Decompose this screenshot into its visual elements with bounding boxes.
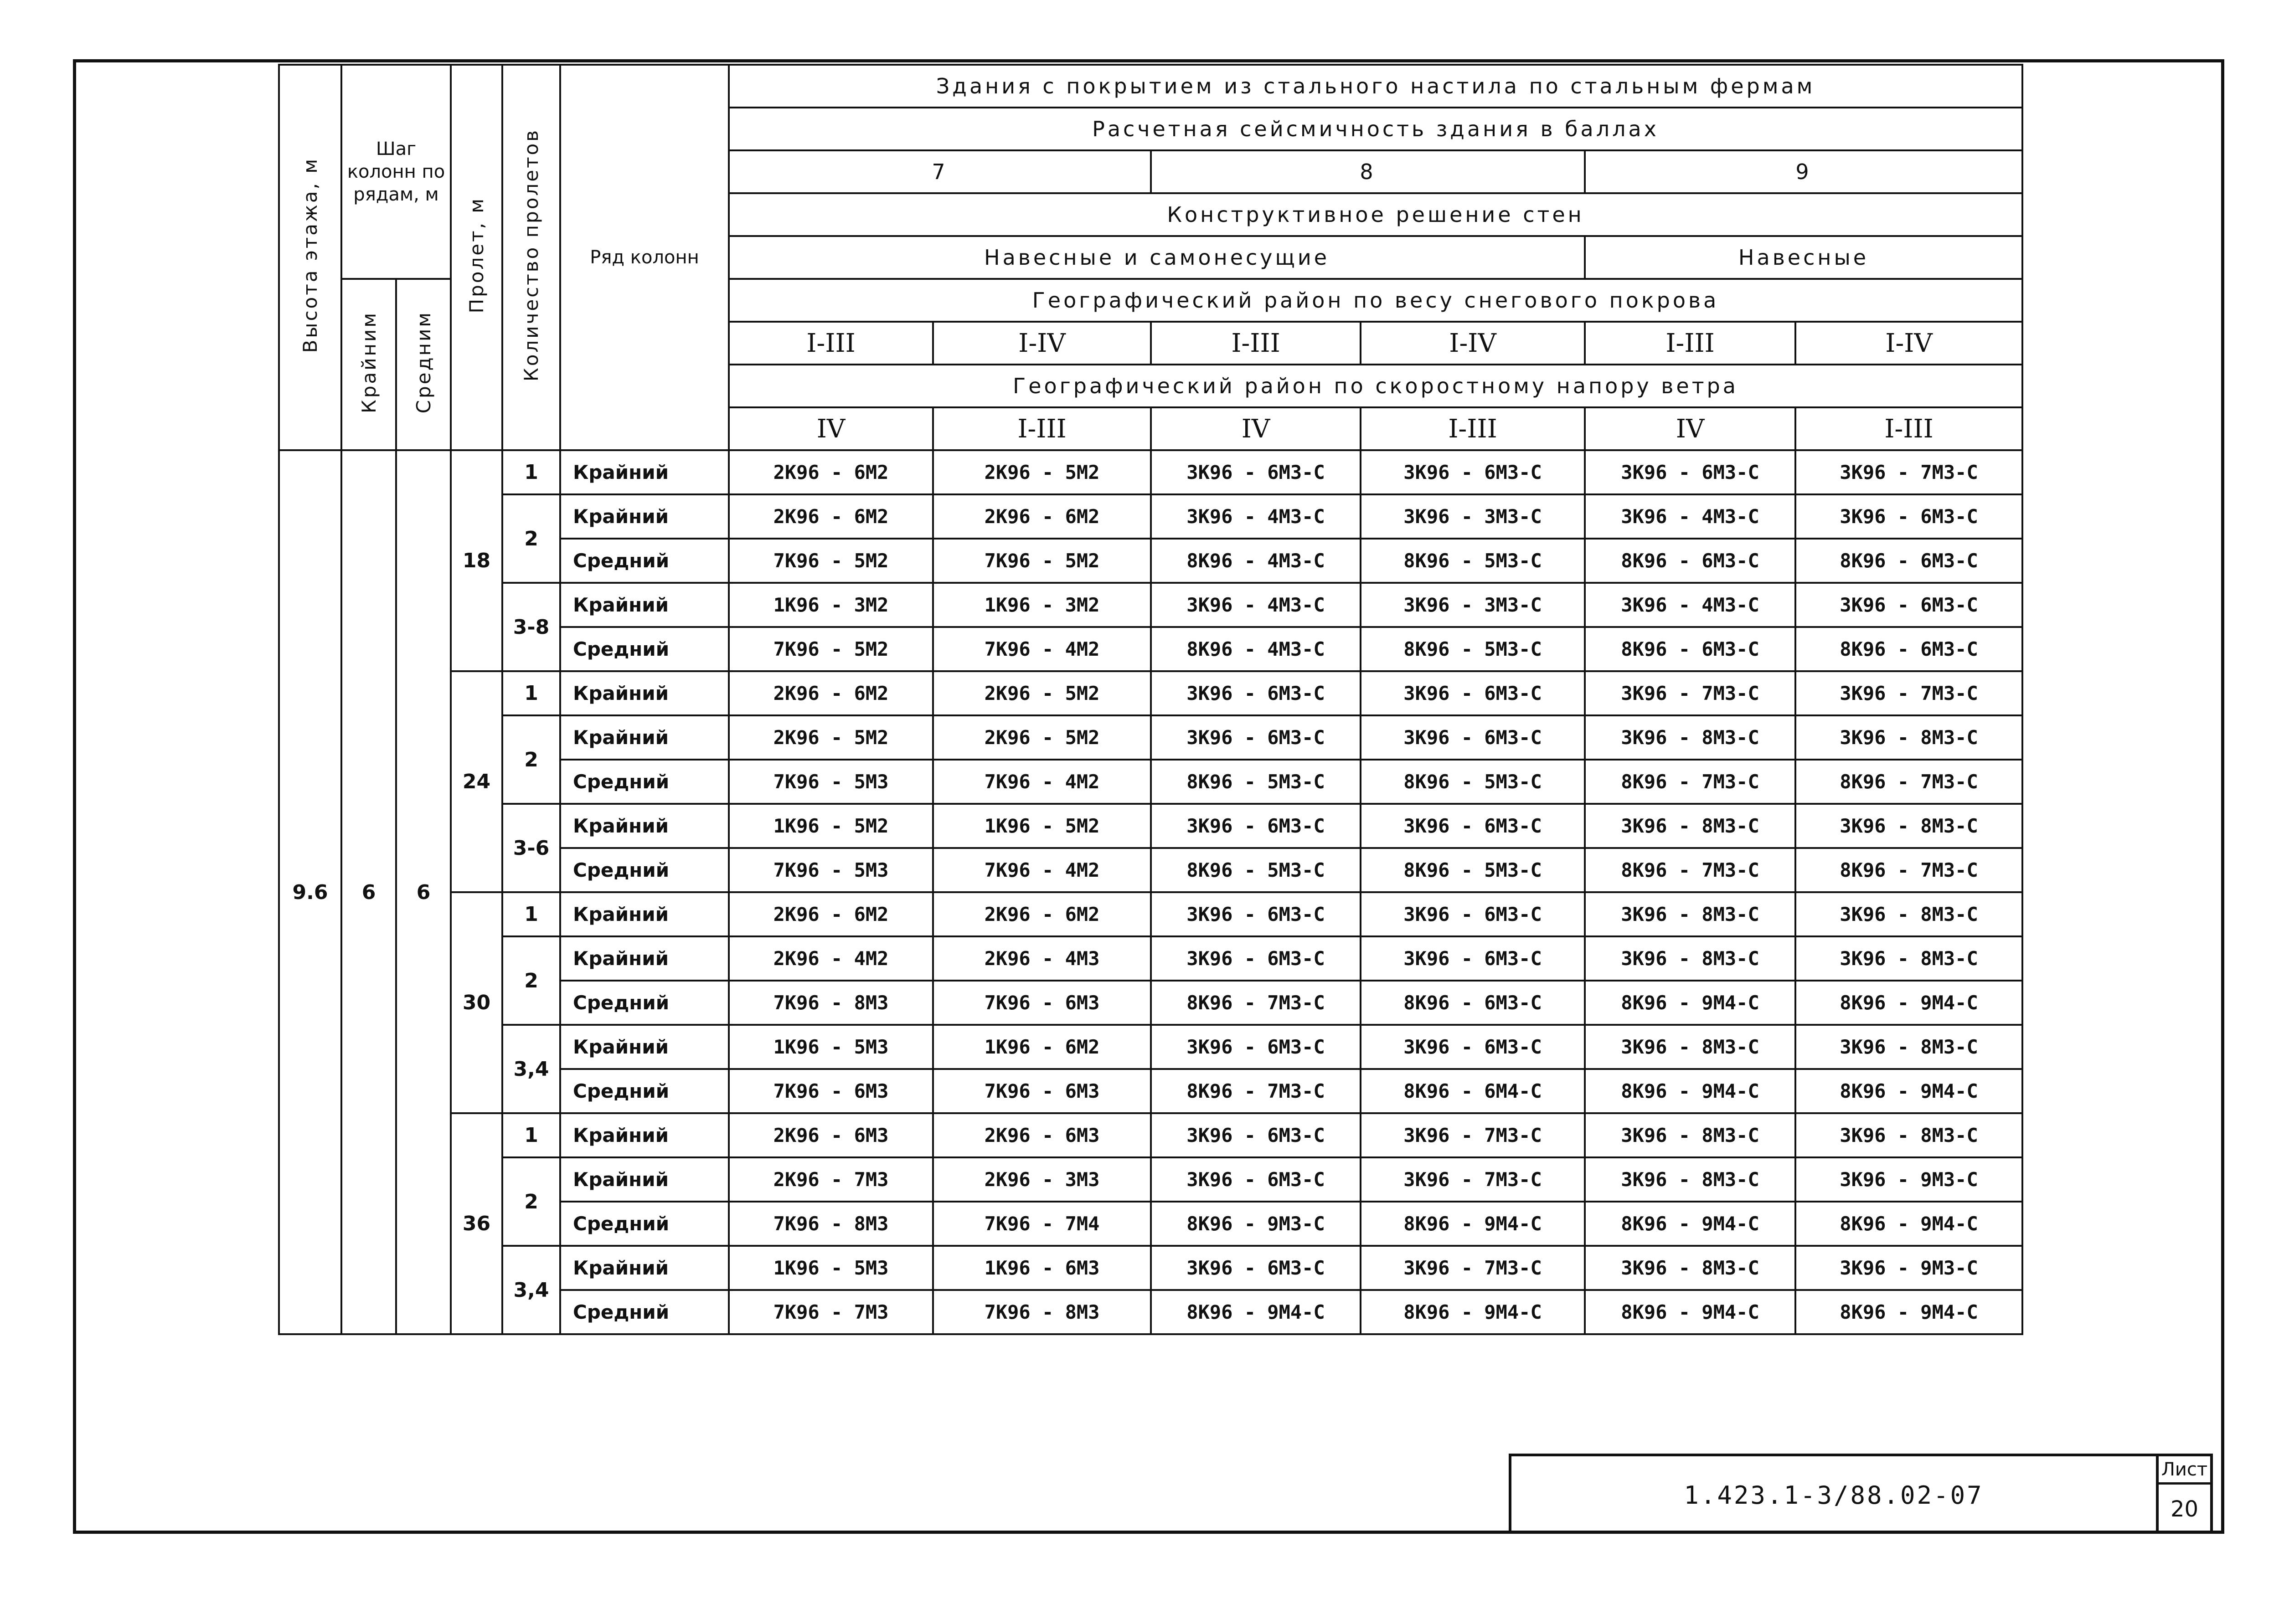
header-floor-height: Высота этажа, м (279, 65, 341, 450)
header-span: Пролет, м (451, 65, 502, 450)
column-mark-cell: 8К96 - 9М4-С (1151, 1290, 1361, 1334)
column-mark-cell: 3К96 - 6М3-С (1361, 671, 1585, 715)
column-mark-cell: 3К96 - 8М3-С (1585, 1113, 1795, 1157)
column-mark-cell: 3К96 - 8М3-С (1585, 1246, 1795, 1290)
snow-region: I-IV (1795, 322, 2022, 365)
column-mark-cell: 2К96 - 3М3 (933, 1157, 1151, 1202)
table-row (279, 671, 2022, 715)
column-row-type: Крайний (560, 1113, 729, 1157)
column-mark-cell: 3К96 - 6М3-С (1795, 583, 2022, 627)
column-mark-cell: 3К96 - 8М3-С (1585, 804, 1795, 848)
column-mark-cell: 3К96 - 8М3-С (1585, 892, 1795, 936)
column-mark-cell: 7К96 - 4М2 (933, 848, 1151, 892)
column-mark-cell: 3К96 - 6М3-С (1361, 892, 1585, 936)
column-mark-cell: 3К96 - 7М3-С (1585, 671, 1795, 715)
column-mark-cell: 8К96 - 5М3-С (1361, 760, 1585, 804)
column-mark-cell: 2К96 - 6М2 (729, 450, 933, 494)
column-mark-cell: 3К96 - 6М3-С (1151, 1113, 1361, 1157)
column-mark-cell: 8К96 - 6М3-С (1795, 539, 2022, 583)
wind-region: IV (1585, 407, 1795, 450)
column-mark-cell: 7К96 - 5М3 (729, 848, 933, 892)
column-mark-cell: 3К96 - 4М3-С (1585, 494, 1795, 539)
span-count-value: 3,4 (502, 1246, 560, 1334)
table-row (279, 494, 2022, 539)
header-step-middle: Средним (396, 279, 451, 450)
column-mark-cell: 7К96 - 8М3 (933, 1290, 1151, 1334)
header-column-step: Шаг колонн по рядам, м (341, 65, 451, 279)
column-mark-cell: 7К96 - 6М3 (933, 1069, 1151, 1113)
column-mark-cell: 7К96 - 8М3 (729, 1202, 933, 1246)
header-seismic-7: 7 (729, 150, 1151, 193)
column-mark-cell: 8К96 - 9М4-С (1795, 1202, 2022, 1246)
column-mark-cell: 8К96 - 9М4-С (1585, 1290, 1795, 1334)
column-mark-cell: 8К96 - 6М4-С (1361, 1069, 1585, 1113)
column-row-type: Крайний (560, 936, 729, 981)
span-count-value: 1 (502, 450, 560, 494)
column-row-type: Средний (560, 539, 729, 583)
span-count-value: 1 (502, 1113, 560, 1157)
column-mark-cell: 8К96 - 9М4-С (1361, 1290, 1585, 1334)
column-mark-cell: 1К96 - 6М3 (933, 1246, 1151, 1290)
column-mark-cell: 3К96 - 8М3-С (1795, 715, 2022, 760)
header-seismic-9: 9 (1585, 150, 2022, 193)
column-mark-cell: 3К96 - 6М3-С (1151, 1246, 1361, 1290)
span-value: 24 (451, 671, 502, 892)
column-mark-cell: 3К96 - 6М3-С (1151, 1157, 1361, 1202)
column-mark-cell: 8К96 - 9М4-С (1585, 1202, 1795, 1246)
span-count-value: 3-6 (502, 804, 560, 892)
column-mark-cell: 2К96 - 6М3 (933, 1113, 1151, 1157)
header-wind: Географический район по скоростному напору ветра (729, 365, 2022, 407)
column-mark-cell: 2К96 - 6М2 (933, 892, 1151, 936)
snow-region: I-IV (933, 322, 1151, 365)
column-mark-cell: 3К96 - 8М3-С (1585, 1025, 1795, 1069)
column-mark-cell: 3К96 - 6М3-С (1151, 450, 1361, 494)
table-row (279, 715, 2022, 760)
span-count-value: 2 (502, 1157, 560, 1246)
column-mark-cell: 3К96 - 8М3-С (1795, 936, 2022, 981)
wind-region: I-III (1795, 407, 2022, 450)
column-mark-cell: 7К96 - 4М2 (933, 760, 1151, 804)
column-mark-cell: 3К96 - 8М3-С (1795, 1025, 2022, 1069)
column-row-type: Крайний (560, 671, 729, 715)
snow-region: I-III (729, 322, 933, 365)
column-mark-cell: 3К96 - 7М3-С (1795, 450, 2022, 494)
span-count-value: 1 (502, 892, 560, 936)
column-mark-cell: 2К96 - 5М2 (933, 450, 1151, 494)
column-mark-cell: 8К96 - 4М3-С (1151, 627, 1361, 671)
table-row (279, 936, 2022, 981)
column-mark-cell: 3К96 - 6М3-С (1361, 936, 1585, 981)
column-mark-cell: 2К96 - 6М2 (729, 892, 933, 936)
column-mark-cell: 1К96 - 5М2 (933, 804, 1151, 848)
column-mark-cell: 2К96 - 5М2 (729, 715, 933, 760)
column-mark-cell: 8К96 - 7М3-С (1151, 1069, 1361, 1113)
column-mark-cell: 3К96 - 8М3-С (1585, 1157, 1795, 1202)
column-mark-cell: 3К96 - 4М3-С (1151, 494, 1361, 539)
column-mark-cell: 8К96 - 9М4-С (1795, 1069, 2022, 1113)
column-mark-cell: 8К96 - 5М3-С (1151, 848, 1361, 892)
column-mark-cell: 2К96 - 6М2 (729, 671, 933, 715)
column-row-type: Крайний (560, 494, 729, 539)
column-mark-cell: 8К96 - 5М3-С (1151, 760, 1361, 804)
span-count-value: 2 (502, 494, 560, 583)
column-mark-cell: 3К96 - 8М3-С (1585, 936, 1795, 981)
column-mark-cell: 8К96 - 6М3-С (1585, 539, 1795, 583)
header-span-count: Количество пролетов (502, 65, 560, 450)
column-mark-cell: 8К96 - 9М4-С (1585, 1069, 1795, 1113)
column-mark-cell: 3К96 - 4М3-С (1585, 583, 1795, 627)
column-mark-cell: 1К96 - 6М2 (933, 1025, 1151, 1069)
header-seismic: Расчетная сейсмичность здания в баллах (729, 108, 2022, 150)
column-mark-cell: 3К96 - 9М3-С (1795, 1246, 2022, 1290)
column-mark-cell: 8К96 - 6М3-С (1795, 627, 2022, 671)
sheet-number: 20 (2170, 1496, 2199, 1522)
column-mark-cell: 8К96 - 9М3-С (1151, 1202, 1361, 1246)
column-mark-cell: 7К96 - 8М3 (729, 981, 933, 1025)
column-mark-cell: 8К96 - 5М3-С (1361, 539, 1585, 583)
floor-height-value: 9.6 (279, 450, 341, 1334)
column-mark-cell: 3К96 - 6М3-С (1151, 1025, 1361, 1069)
column-mark-cell: 2К96 - 6М3 (729, 1113, 933, 1157)
column-row-type: Средний (560, 627, 729, 671)
column-mark-cell: 3К96 - 6М3-С (1151, 936, 1361, 981)
document-code: 1.423.1-3/88.02-07 (1509, 1454, 2156, 1534)
column-mark-cell: 3К96 - 7М3-С (1361, 1157, 1585, 1202)
column-mark-cell: 3К96 - 6М3-С (1585, 450, 1795, 494)
column-mark-cell: 3К96 - 3М3-С (1361, 583, 1585, 627)
column-mark-cell: 3К96 - 6М3-С (1151, 715, 1361, 760)
column-row-type: Средний (560, 1290, 729, 1334)
column-row-type: Крайний (560, 1157, 729, 1202)
snow-region: I-III (1585, 322, 1795, 365)
column-row-type: Крайний (560, 715, 729, 760)
table-row (279, 1246, 2022, 1290)
column-mark-cell: 8К96 - 5М3-С (1361, 627, 1585, 671)
column-row-type: Крайний (560, 450, 729, 494)
span-count-value: 2 (502, 715, 560, 804)
span-value: 36 (451, 1113, 502, 1334)
column-mark-cell: 3К96 - 8М3-С (1795, 892, 2022, 936)
column-mark-cell: 2К96 - 4М3 (933, 936, 1151, 981)
column-mark-cell: 3К96 - 6М3-С (1795, 494, 2022, 539)
column-mark-cell: 8К96 - 9М4-С (1361, 1202, 1585, 1246)
column-mark-cell: 3К96 - 9М3-С (1795, 1157, 2022, 1202)
table-body (279, 450, 2022, 1334)
column-mark-cell: 3К96 - 6М3-С (1361, 1025, 1585, 1069)
column-mark-cell: 2К96 - 6М2 (933, 494, 1151, 539)
middle-step-value: 6 (396, 450, 451, 1334)
column-mark-cell: 8К96 - 5М3-С (1361, 848, 1585, 892)
column-mark-cell: 3К96 - 6М3-С (1151, 671, 1361, 715)
column-mark-cell: 1К96 - 5М3 (729, 1246, 933, 1290)
column-mark-cell: 3К96 - 7М3-С (1795, 671, 2022, 715)
column-row-type: Средний (560, 848, 729, 892)
span-count-value: 1 (502, 671, 560, 715)
column-mark-cell: 7К96 - 4М2 (933, 627, 1151, 671)
wind-region: I-III (933, 407, 1151, 450)
column-mark-cell: 3К96 - 6М3-С (1361, 450, 1585, 494)
column-mark-cell: 8К96 - 4М3-С (1151, 539, 1361, 583)
edge-step-value: 6 (341, 450, 396, 1334)
table-row (279, 892, 2022, 936)
column-mark-cell: 2К96 - 5М2 (933, 715, 1151, 760)
column-mark-cell: 7К96 - 5М2 (729, 627, 933, 671)
span-count-value: 3,4 (502, 1025, 560, 1113)
column-mark-cell: 8К96 - 9М4-С (1585, 981, 1795, 1025)
table-row (279, 804, 2022, 848)
column-row-type: Средний (560, 1202, 729, 1246)
column-mark-cell: 1К96 - 3М2 (729, 583, 933, 627)
column-mark-cell: 7К96 - 6М3 (933, 981, 1151, 1025)
header-walls: Конструктивное решение стен (729, 193, 2022, 236)
column-row-type: Крайний (560, 1025, 729, 1069)
column-mark-cell: 1К96 - 5М3 (729, 1025, 933, 1069)
column-mark-cell: 8К96 - 7М3-С (1151, 981, 1361, 1025)
header-seismic-8: 8 (1151, 150, 1585, 193)
column-mark-cell: 7К96 - 5М3 (729, 760, 933, 804)
sheet-label: Лист (2159, 1456, 2210, 1485)
column-mark-cell: 2К96 - 6М2 (729, 494, 933, 539)
table-row (279, 1157, 2022, 1202)
column-mark-cell: 7К96 - 6М3 (729, 1069, 933, 1113)
title-block (1509, 1454, 2208, 1534)
span-count-value: 3-8 (502, 583, 560, 671)
column-row-type: Крайний (560, 804, 729, 848)
header-column-row: Ряд колонн (560, 65, 729, 450)
column-row-type: Средний (560, 760, 729, 804)
column-mark-cell: 8К96 - 9М4-С (1795, 1290, 2022, 1334)
column-mark-cell: 8К96 - 7М3-С (1585, 760, 1795, 804)
column-row-type: Средний (560, 1069, 729, 1113)
column-mark-cell: 8К96 - 6М3-С (1585, 627, 1795, 671)
column-mark-cell: 3К96 - 3М3-С (1361, 494, 1585, 539)
column-mark-cell: 3К96 - 4М3-С (1151, 583, 1361, 627)
column-row-type: Средний (560, 981, 729, 1025)
table-row (279, 450, 2022, 494)
header-title: Здания с покрытием из стального настила по стальным фермам (729, 65, 2022, 108)
table-row (279, 1113, 2022, 1157)
column-row-type: Крайний (560, 1246, 729, 1290)
column-mark-cell: 8К96 - 7М3-С (1795, 760, 2022, 804)
header-step-edge: Крайним (341, 279, 396, 450)
header-walls-b: Навесные (1585, 236, 2022, 279)
column-mark-cell: 8К96 - 9М4-С (1795, 981, 2022, 1025)
table-row (279, 1025, 2022, 1069)
column-mark-cell: 7К96 - 5М2 (933, 539, 1151, 583)
column-mark-cell: 1К96 - 5М2 (729, 804, 933, 848)
column-mark-cell: 3К96 - 6М3-С (1151, 804, 1361, 848)
column-mark-cell: 3К96 - 7М3-С (1361, 1113, 1585, 1157)
header-walls-a: Навесные и самонесущие (729, 236, 1585, 279)
wind-region: IV (1151, 407, 1361, 450)
column-mark-cell: 8К96 - 7М3-С (1795, 848, 2022, 892)
column-mark-cell: 1К96 - 3М2 (933, 583, 1151, 627)
column-mark-cell: 3К96 - 8М3-С (1795, 1113, 2022, 1157)
column-mark-cell: 3К96 - 6М3-С (1151, 892, 1361, 936)
column-mark-cell: 7К96 - 7М3 (729, 1290, 933, 1334)
span-count-value: 2 (502, 936, 560, 1025)
span-value: 30 (451, 892, 502, 1113)
column-mark-cell: 3К96 - 6М3-С (1361, 715, 1585, 760)
table-row (279, 583, 2022, 627)
column-mark-cell: 2К96 - 7М3 (729, 1157, 933, 1202)
column-mark-cell: 2К96 - 4М2 (729, 936, 933, 981)
column-row-type: Крайний (560, 892, 729, 936)
wind-region: I-III (1361, 407, 1585, 450)
wind-region: IV (729, 407, 933, 450)
column-mark-cell: 8К96 - 7М3-С (1585, 848, 1795, 892)
column-mark-cell: 8К96 - 6М3-С (1361, 981, 1585, 1025)
column-row-type: Крайний (560, 583, 729, 627)
span-value: 18 (451, 450, 502, 671)
snow-region: I-III (1151, 322, 1361, 365)
sheet-number-box (2156, 1454, 2213, 1534)
column-mark-cell: 3К96 - 7М3-С (1361, 1246, 1585, 1290)
column-mark-cell: 3К96 - 8М3-С (1585, 715, 1795, 760)
column-mark-cell: 7К96 - 7М4 (933, 1202, 1151, 1246)
column-selection-table (278, 64, 2023, 1335)
column-mark-cell: 2К96 - 5М2 (933, 671, 1151, 715)
header-snow: Географический район по весу снегового покрова (729, 279, 2022, 322)
column-mark-cell: 3К96 - 8М3-С (1795, 804, 2022, 848)
snow-region: I-IV (1361, 322, 1585, 365)
column-mark-cell: 3К96 - 6М3-С (1361, 804, 1585, 848)
column-mark-cell: 7К96 - 5М2 (729, 539, 933, 583)
